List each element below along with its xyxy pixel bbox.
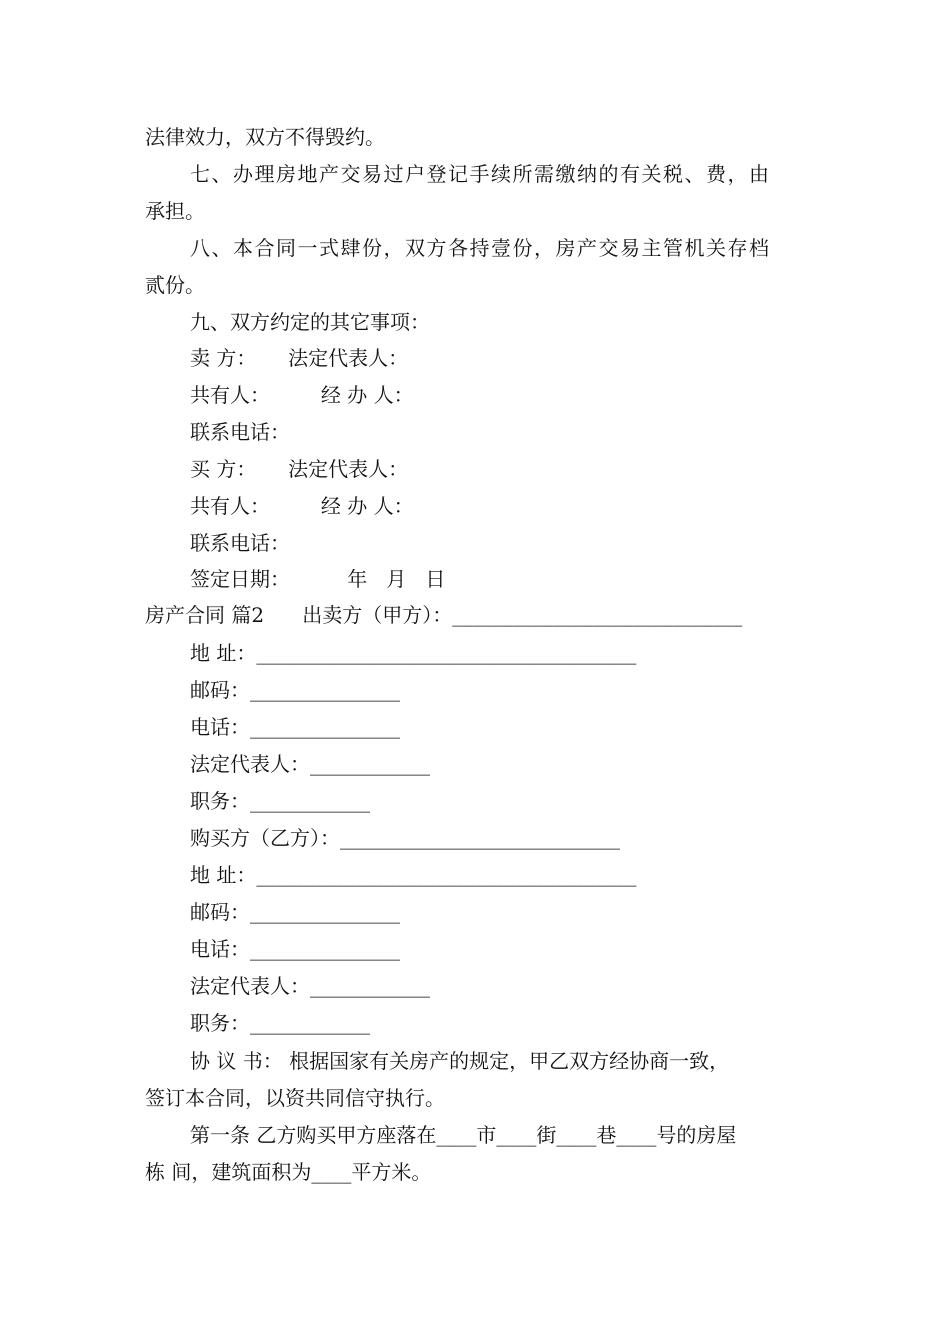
text-line: 七、办理房地产交易过户登记手续所需缴纳的有关税、费，由 [190, 162, 771, 186]
address-field: 地 址：______________________________________ [190, 641, 637, 665]
text-line: 八、本合同一式肆份，双方各持壹份，房产交易主管机关存档 [190, 236, 771, 260]
text-line: 协 议 书： 根据国家有关房产的规定，甲乙双方经协商一致， [190, 1049, 730, 1073]
phone-field: 电话：_______________ [190, 715, 400, 739]
text-line: 栋 间，建筑面积为____平方米。 [145, 1160, 432, 1184]
position-field: 职务：____________ [190, 789, 370, 813]
section-heading: 房产合同 篇2 出卖方（甲方）：_____________________________ [145, 603, 743, 627]
phone-row: 联系电话： [190, 531, 290, 555]
co-owner-row: 共有人： 经 办 人： [190, 383, 414, 407]
address-field: 地 址：______________________________________ [190, 863, 637, 887]
co-owner-row: 共有人： 经 办 人： [190, 494, 414, 518]
text-line: 签订本合同，以资共同信守执行。 [145, 1086, 445, 1110]
legal-rep-field: 法定代表人：____________ [190, 974, 430, 998]
buyer-row: 买 方： 法定代表人： [190, 457, 409, 481]
postcode-field: 邮码：_______________ [190, 900, 400, 924]
seller-row: 卖 方： 法定代表人： [190, 346, 409, 370]
postcode-field: 邮码：_______________ [190, 678, 400, 702]
text-line: 承担。 [145, 199, 205, 223]
phone-field: 电话：_______________ [190, 937, 400, 961]
phone-row: 联系电话： [190, 420, 290, 444]
sign-date-row: 签定日期： 年 月 日 [190, 567, 446, 591]
legal-rep-field: 法定代表人：____________ [190, 752, 430, 776]
text-line: 贰份。 [145, 273, 205, 297]
text-line: 第一条 乙方购买甲方座落在____市____街____巷____号的房屋 [190, 1123, 737, 1147]
text-line: 九、双方约定的其它事项： [190, 310, 430, 334]
buyer-field: 购买方（乙方）：____________________________ [190, 826, 620, 850]
position-field: 职务：____________ [190, 1011, 370, 1035]
text-line: 法律效力，双方不得毁约。 [145, 125, 385, 149]
